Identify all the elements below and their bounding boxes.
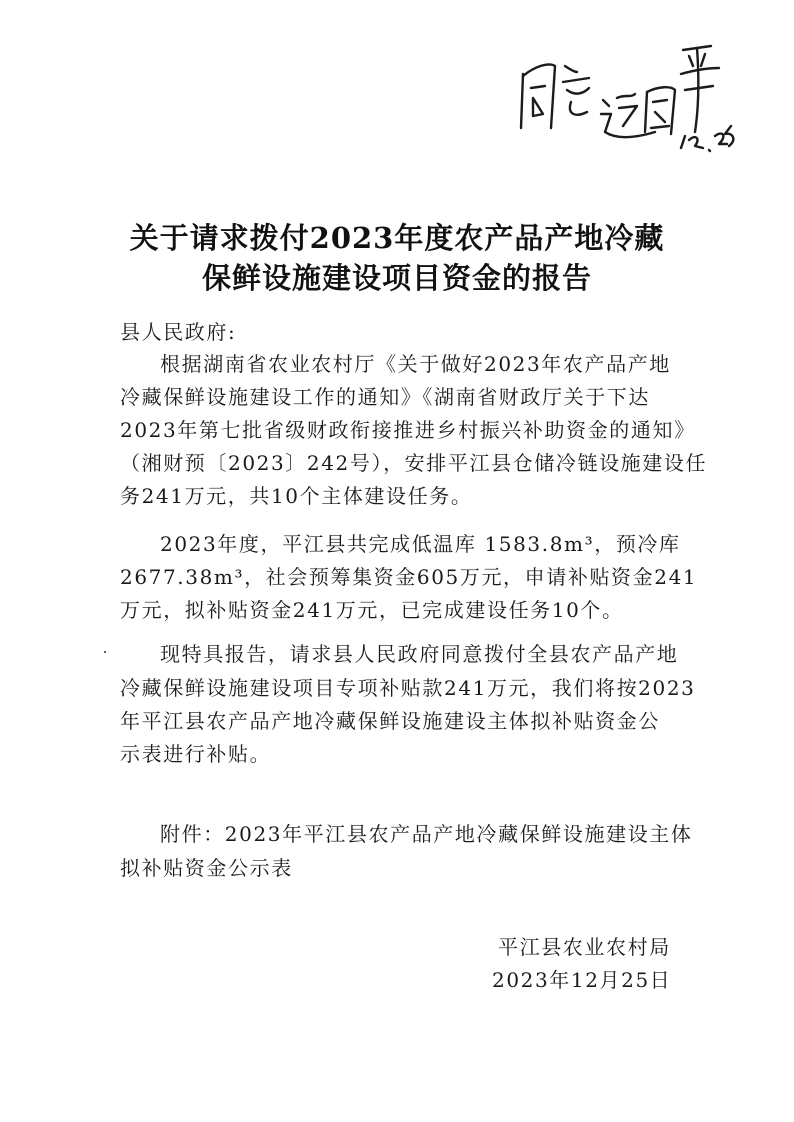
document-title-line-1: 关于请求拨付2023年度农产品产地冷藏 bbox=[129, 221, 665, 255]
handwritten-signature bbox=[505, 36, 745, 166]
paragraph-1-line-1: 根据湖南省农业农村厅《关于做好2023年农产品产地 bbox=[160, 352, 671, 376]
attachment-line-1: 附件：2023年平江县农产品产地冷藏保鲜设施建设主体 bbox=[160, 822, 693, 846]
paragraph-2-line-1: 2023年度，平江县共完成低温库 1583.8m³，预冷库 bbox=[160, 532, 681, 556]
issuing-organization: 平江县农业农村局 bbox=[498, 935, 671, 959]
paragraph-1-line-2: 冷藏保鲜设施建设工作的通知》《湖南省财政厅关于下达 bbox=[120, 385, 650, 409]
salutation: 县人民政府: bbox=[120, 320, 237, 344]
issue-date: 2023年12月25日 bbox=[492, 968, 672, 992]
document-title-line-2: 保鲜设施建设项目资金的报告 bbox=[201, 261, 592, 295]
scan-speck bbox=[104, 651, 106, 653]
paragraph-3-line-1: 现特具报告，请求县人民政府同意拨付全县农产品产地 bbox=[160, 642, 679, 666]
paragraph-1-line-3: 2023年第七批省级财政衔接推进乡村振兴补助资金的通知》 bbox=[120, 418, 696, 442]
paragraph-2-line-3: 万元，拟补贴资金241万元，已完成建设任务10个。 bbox=[120, 598, 624, 622]
paragraph-1-line-5: 务241万元，共10个主体建设任务。 bbox=[120, 484, 473, 508]
paragraph-3-line-2: 冷藏保鲜设施建设项目专项补贴款241万元，我们将按2023 bbox=[120, 676, 696, 700]
paragraph-1-line-4: （湘财预〔2023〕242号），安排平江县仓储冷链设施建设任 bbox=[120, 451, 708, 475]
paragraph-2-line-2: 2677.38m³，社会预筹集资金605万元，申请补贴资金241 bbox=[120, 565, 698, 589]
paragraph-3-line-4: 示表进行补贴。 bbox=[120, 742, 272, 766]
paragraph-3-line-3: 年平江县农产品产地冷藏保鲜设施建设主体拟补贴资金公 bbox=[120, 709, 660, 733]
attachment-line-2: 拟补贴资金公示表 bbox=[120, 856, 293, 880]
